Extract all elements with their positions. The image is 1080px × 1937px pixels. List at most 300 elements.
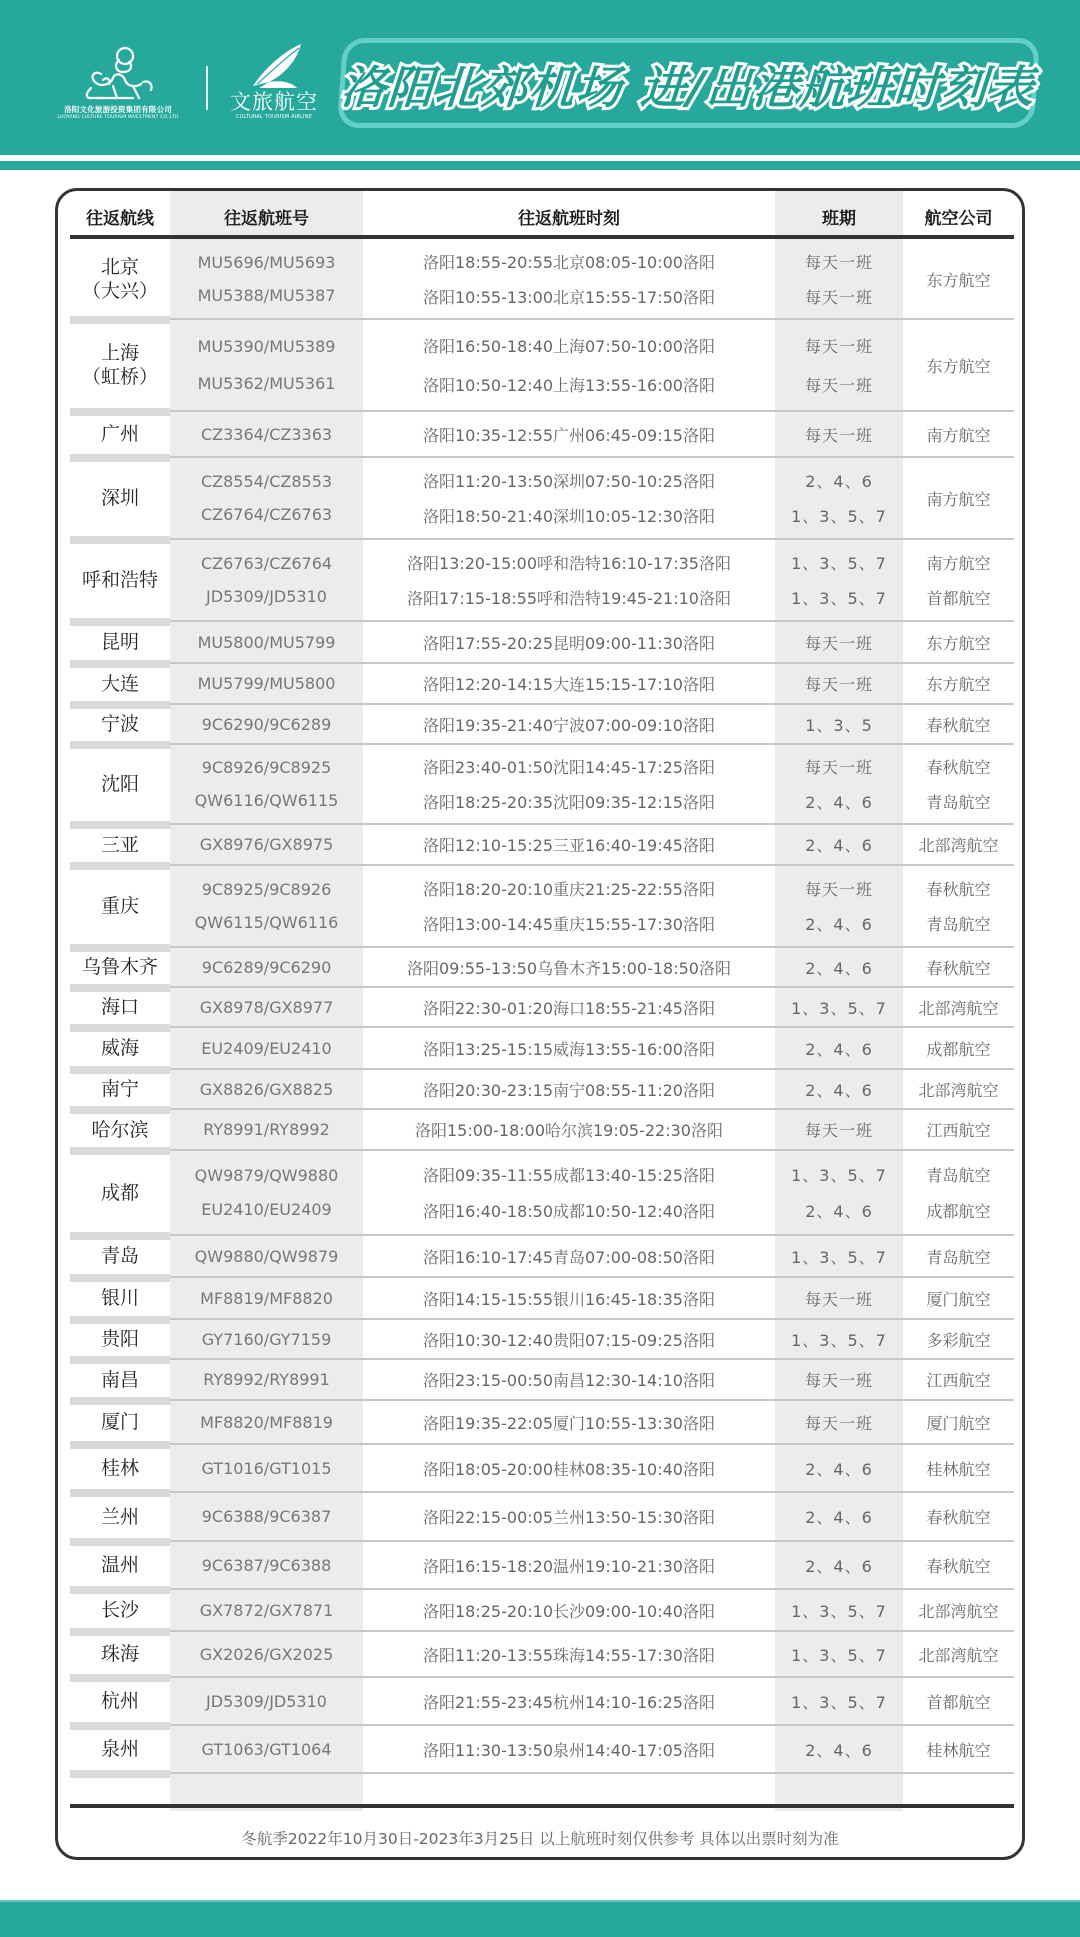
airline-cell [903, 1725, 1014, 1773]
flight-number: GX7872/GX7871 [199, 1600, 334, 1620]
flight-number: EU2410/EU2409 [201, 1200, 332, 1220]
schedule-days: 1、3、5 [805, 715, 873, 735]
route-cell [70, 539, 170, 621]
schedule-days: 每天一班 [804, 337, 873, 357]
flight-number-cell [170, 1235, 363, 1277]
flight-number-cell [170, 1319, 363, 1359]
flight-number: CZ3364/CZ3363 [200, 424, 333, 444]
company-name-cn: 洛阳文化旅游投资集团有限公司 [64, 105, 172, 114]
column-header-flight-times: 往返航班时刻 [518, 209, 620, 229]
route-city: 银川 [100, 1287, 139, 1309]
flight-number: MU5388/MU5387 [197, 286, 336, 305]
flight-number: GY7160/GY7159 [201, 1329, 332, 1349]
schedule-days: 2、4、6 [805, 915, 873, 934]
route-city: 广州 [100, 423, 139, 445]
flight-times-cell [363, 987, 775, 1027]
schedule-cell [775, 1631, 903, 1677]
schedule-days: 每天一班 [804, 425, 873, 445]
flight-number: EU2409/EU2410 [201, 1038, 332, 1058]
airline-name: 桂林航空 [926, 1459, 991, 1479]
column-header-airline: 航空公司 [924, 209, 993, 229]
airline-name: 南方航空 [926, 554, 991, 573]
flight-number: JD5309/JD5310 [206, 1691, 327, 1711]
table-row [58, 1589, 1022, 1631]
route-city: 哈尔滨 [91, 1118, 149, 1141]
flight-times-cell [363, 1492, 775, 1541]
schedule-cell [775, 1069, 903, 1109]
flight-number: MU5696/MU5693 [197, 253, 336, 272]
flight-number-cell [170, 1150, 363, 1235]
flight-number-cell [170, 1109, 363, 1150]
flight-number-cell [170, 1027, 363, 1069]
route-cell [70, 1541, 170, 1589]
flight-times-cell [363, 1400, 775, 1444]
flight-time: 洛阳11:20-13:55珠海14:55-17:30洛阳 [423, 1645, 715, 1665]
flight-number: 9C6387/9C6388 [201, 1555, 332, 1575]
airline-cell [903, 1235, 1014, 1277]
flight-number: MU5799/MU5800 [197, 674, 336, 693]
flight-number: QW9879/QW9880 [194, 1165, 339, 1185]
route-city: 泉州 [100, 1738, 139, 1760]
schedule-days: 1、3、5、7 [791, 1601, 887, 1621]
airline-cell [903, 1069, 1014, 1109]
route-cell [70, 865, 170, 947]
route-cell [70, 319, 170, 411]
airline-name: 南方航空 [926, 425, 991, 445]
flight-times-cell [363, 824, 775, 865]
airline-name: 春秋航空 [926, 758, 991, 778]
route-city: 深圳 [100, 487, 139, 509]
schedule-days: 每天一班 [804, 1289, 873, 1309]
airline-cell [903, 1359, 1014, 1400]
flight-time: 洛阳18:55-20:55北京08:05-10:00洛阳 [423, 253, 715, 273]
flight-time: 洛阳18:20-20:10重庆21:25-22:55洛阳 [423, 880, 715, 899]
flight-time: 洛阳10:55-13:00北京15:55-17:50洛阳 [423, 287, 715, 307]
flight-times-cell [363, 539, 775, 621]
company-name-en: LUOYANG CULTURE TOURISM INVESTMENT CO.,LTD [57, 115, 179, 120]
schedule-cell [775, 1541, 903, 1589]
flight-times-cell [363, 1359, 775, 1400]
title-banner [337, 38, 1040, 128]
flight-times-cell [363, 1235, 775, 1277]
flight-number: GT1016/GT1015 [201, 1458, 332, 1478]
schedule-days: 2、4、6 [805, 472, 873, 491]
schedule-days: 2、4、6 [805, 1080, 873, 1100]
schedule-days: 2、4、6 [805, 958, 873, 978]
schedule-cell [775, 1492, 903, 1541]
airline-name: 北部湾航空 [918, 1601, 999, 1621]
route-cell [70, 1277, 170, 1319]
schedule-cell [775, 947, 903, 987]
airline-name: 东方航空 [926, 675, 991, 694]
airline-name: 东方航空 [926, 356, 991, 376]
flight-number: GX8976/GX8975 [199, 835, 334, 854]
table-row [58, 1400, 1022, 1444]
route-cell [70, 239, 170, 319]
flight-time: 洛阳18:25-20:35沈阳09:35-12:15洛阳 [423, 792, 715, 812]
flight-number: 9C8926/9C8925 [201, 758, 332, 777]
schedule-cell [775, 744, 903, 824]
route-city: 兰州 [100, 1505, 139, 1528]
flight-number-cell [170, 1277, 363, 1319]
flight-time: 洛阳23:40-01:50沈阳14:45-17:25洛阳 [423, 758, 715, 778]
flight-times-cell [363, 1069, 775, 1109]
route-cell [70, 1069, 170, 1109]
airline-cell [903, 457, 1014, 539]
flight-times-cell [363, 947, 775, 987]
route-city: 北京 [100, 256, 139, 278]
flight-times-cell [363, 621, 775, 663]
schedule-days: 每天一班 [804, 375, 873, 395]
route-cell [70, 1400, 170, 1444]
flight-number: 9C8925/9C8926 [201, 879, 332, 899]
flight-times-cell [363, 457, 775, 539]
flight-times-cell [363, 1150, 775, 1235]
route-cell [70, 1725, 170, 1773]
flight-times-cell [363, 744, 775, 824]
schedule-days: 每天一班 [804, 758, 873, 778]
airline-name: 北部湾航空 [918, 1080, 999, 1100]
flight-time: 洛阳15:00-18:00哈尔滨19:05-22:30洛阳 [415, 1121, 723, 1140]
route-cell [70, 621, 170, 663]
route-city: 海口 [100, 996, 139, 1018]
route-city: （大兴） [81, 280, 158, 302]
schedule-days: 1、3、5、7 [791, 589, 887, 608]
flight-time: 洛阳12:10-15:25三亚16:40-19:45洛阳 [423, 836, 715, 855]
route-city: 成都 [100, 1181, 139, 1204]
route-city: 乌鲁木齐 [81, 956, 158, 978]
route-city: 青岛 [100, 1245, 139, 1267]
flight-times-cell [363, 1277, 775, 1319]
schedule-days: 每天一班 [804, 253, 873, 273]
airline-name: 春秋航空 [926, 1556, 991, 1576]
airline-name: 青岛航空 [926, 792, 991, 812]
flight-times-cell [363, 663, 775, 704]
table-row [58, 1235, 1022, 1277]
column-header-route: 往返航线 [86, 209, 154, 229]
schedule-days: 1、3、5、7 [791, 1247, 887, 1267]
table-row [58, 947, 1022, 987]
row-divider [70, 1770, 170, 1778]
route-cell [70, 987, 170, 1027]
route-cell [70, 457, 170, 539]
flight-time: 洛阳12:20-14:15大连15:15-17:10洛阳 [423, 675, 715, 694]
route-city: 昆明 [100, 631, 139, 653]
schedule-days: 每天一班 [804, 675, 873, 694]
schedule-cell [775, 1589, 903, 1631]
airline-name: 成都航空 [926, 1039, 991, 1059]
table-row [58, 239, 1022, 319]
schedule-cell [775, 1235, 903, 1277]
airline-name: 江西航空 [926, 1121, 991, 1140]
table-row [58, 621, 1022, 663]
route-city: 重庆 [100, 895, 139, 917]
flight-time: 洛阳18:05-20:00桂林08:35-10:40洛阳 [423, 1459, 715, 1479]
cultural-tourism-airline-logo [228, 42, 320, 132]
airline-wing-icon [239, 42, 309, 90]
route-city: 沈阳 [100, 773, 139, 795]
schedule-cell [775, 865, 903, 947]
schedule-cell [775, 1027, 903, 1069]
table-row [58, 744, 1022, 824]
airline-cell [903, 621, 1014, 663]
flight-number: MF8819/MF8820 [200, 1288, 333, 1308]
airline-name: 首都航空 [926, 589, 991, 608]
airline-name: 北部湾航空 [918, 836, 999, 855]
flight-time: 洛阳11:30-13:50泉州14:40-17:05洛阳 [423, 1740, 715, 1760]
flight-number-cell [170, 1069, 363, 1109]
flight-number-cell [170, 865, 363, 947]
table-row [58, 1150, 1022, 1235]
flight-time: 洛阳13:20-15:00呼和浩特16:10-17:35洛阳 [407, 554, 731, 573]
flight-number-cell [170, 1677, 363, 1725]
schedule-cell [775, 621, 903, 663]
airline-name: 江西航空 [926, 1371, 991, 1390]
flight-number: 9C6289/9C6290 [201, 957, 332, 977]
route-cell [70, 1589, 170, 1631]
route-city: 三亚 [100, 833, 139, 856]
route-city: 杭州 [100, 1690, 139, 1712]
flight-times-cell [363, 1725, 775, 1773]
flight-number-cell [170, 1541, 363, 1589]
airline-name: 东方航空 [926, 270, 991, 290]
airline-name: 多彩航空 [926, 1330, 991, 1350]
route-city: 呼和浩特 [81, 569, 158, 591]
airline-name: 春秋航空 [926, 958, 991, 978]
airline-cell [903, 1277, 1014, 1319]
flight-number: MU5362/MU5361 [197, 374, 336, 393]
route-cell [70, 1631, 170, 1677]
flight-number-cell [170, 704, 363, 744]
flight-number: QW9880/QW9879 [194, 1246, 339, 1266]
page-title: 洛阳北郊机场 进/出港航班时刻表 [339, 60, 1038, 114]
flight-number-cell [170, 1359, 363, 1400]
schedule-cell [775, 1400, 903, 1444]
flight-number: JD5309/JD5310 [206, 587, 327, 607]
table-row [58, 1109, 1022, 1150]
flight-time: 洛阳14:15-15:55银川16:45-18:35洛阳 [423, 1289, 715, 1309]
schedule-days: 1、3、5、7 [791, 1166, 887, 1185]
flight-number: QW6116/QW6115 [194, 791, 339, 810]
flight-time: 洛阳16:10-17:45青岛07:00-08:50洛阳 [423, 1247, 715, 1267]
airline-cell [903, 1589, 1014, 1631]
schedule-cell [775, 239, 903, 319]
table-row [58, 1677, 1022, 1725]
airline-name: 春秋航空 [926, 1508, 991, 1527]
flight-number: CZ6763/CZ6764 [200, 553, 333, 573]
flight-number: CZ6764/CZ6763 [200, 505, 333, 525]
flight-number: RY8991/RY8992 [203, 1120, 330, 1139]
flight-number: RY8992/RY8991 [203, 1370, 330, 1389]
airline-name: 厦门航空 [926, 1289, 991, 1309]
flight-times-cell [363, 1319, 775, 1359]
airline-cell [903, 1150, 1014, 1235]
flight-number-cell [170, 1631, 363, 1677]
luoyang-culture-tourism-logo [48, 44, 188, 128]
flight-time: 洛阳10:30-12:40贵阳07:15-09:25洛阳 [423, 1330, 715, 1350]
schedule-days: 每天一班 [804, 633, 873, 653]
flight-number: 9C6388/9C6387 [201, 1507, 332, 1526]
airline-name: 春秋航空 [926, 880, 991, 899]
table-row [58, 1027, 1022, 1069]
route-city: 桂林 [100, 1457, 139, 1479]
airline-cell [903, 319, 1014, 411]
table-row [58, 824, 1022, 865]
flight-times-cell [363, 411, 775, 457]
flight-number-cell [170, 1589, 363, 1631]
airline-name-en: CULTURAL TOURISM AIRLINE [235, 114, 313, 120]
airline-cell [903, 411, 1014, 457]
flight-number-cell [170, 1492, 363, 1541]
route-cell [70, 1150, 170, 1235]
schedule-days: 2、4、6 [805, 792, 873, 812]
schedule-days: 2、4、6 [805, 1459, 873, 1479]
table-row [58, 1725, 1022, 1773]
table-row [58, 1069, 1022, 1109]
airline-cell [903, 704, 1014, 744]
airline-cell [903, 824, 1014, 865]
schedule-days: 每天一班 [804, 1371, 873, 1390]
schedule-cell [775, 704, 903, 744]
flight-times-cell [363, 1589, 775, 1631]
schedule-days: 每天一班 [804, 880, 873, 899]
route-cell [70, 704, 170, 744]
flight-number: MF8820/MF8819 [200, 1412, 333, 1432]
flight-time: 洛阳17:15-18:55呼和浩特19:45-21:10洛阳 [407, 589, 731, 608]
flight-number: GT1063/GT1064 [201, 1739, 332, 1759]
schedule-days: 1、3、5、7 [791, 1330, 887, 1350]
flight-time: 洛阳16:50-18:40上海07:50-10:00洛阳 [423, 337, 715, 357]
footer-banner [0, 1900, 1080, 1937]
route-city: 长沙 [100, 1599, 139, 1621]
lion-mascot-icon [73, 44, 163, 102]
airline-cell [903, 947, 1014, 987]
flight-time: 洛阳13:25-15:15威海13:55-16:00洛阳 [423, 1039, 715, 1059]
flight-time: 洛阳18:50-21:40深圳10:05-12:30洛阳 [423, 507, 715, 526]
route-cell [70, 411, 170, 457]
schedule-days: 1、3、5、7 [791, 1645, 887, 1665]
table-row [58, 1492, 1022, 1541]
schedule-days: 2、4、6 [805, 836, 873, 855]
flight-number-cell [170, 744, 363, 824]
flight-number-cell [170, 457, 363, 539]
schedule-days: 2、4、6 [805, 1202, 873, 1221]
column-header-flight-number: 往返航班号 [224, 209, 309, 229]
airline-cell [903, 663, 1014, 704]
flight-times-cell [363, 239, 775, 319]
schedule-days: 1、3、5、7 [791, 507, 887, 526]
table-row [58, 319, 1022, 411]
airline-name: 北部湾航空 [918, 1645, 999, 1665]
table-row [58, 1541, 1022, 1589]
schedule-cell [775, 824, 903, 865]
airline-name: 东方航空 [926, 633, 991, 653]
flight-number-cell [170, 663, 363, 704]
airline-cell [903, 744, 1014, 824]
row-divider [170, 1772, 1014, 1774]
schedule-days: 2、4、6 [805, 1039, 873, 1059]
airline-cell [903, 1444, 1014, 1492]
airline-cell [903, 1492, 1014, 1541]
flight-times-cell [363, 704, 775, 744]
table-row [58, 865, 1022, 947]
route-city: 贵阳 [100, 1328, 139, 1350]
table-row [58, 663, 1022, 704]
flight-time: 洛阳10:35-12:55广州06:45-09:15洛阳 [423, 425, 715, 445]
table-row [58, 1359, 1022, 1400]
airline-name: 桂林航空 [926, 1740, 991, 1760]
schedule-cell [775, 1677, 903, 1725]
flight-number: MU5800/MU5799 [197, 632, 336, 652]
flight-time: 洛阳10:50-12:40上海13:55-16:00洛阳 [423, 375, 715, 395]
airline-name-cn: 文旅航空 [230, 90, 318, 114]
schedule-cell [775, 987, 903, 1027]
route-city: 厦门 [100, 1411, 139, 1433]
flight-number: CZ8554/CZ8553 [200, 471, 333, 491]
route-city: 珠海 [100, 1643, 139, 1665]
route-cell [70, 1235, 170, 1277]
flight-times-cell [363, 1631, 775, 1677]
schedule-days: 每天一班 [804, 287, 873, 307]
airline-name: 青岛航空 [926, 1247, 991, 1267]
route-city: 上海 [100, 342, 139, 364]
flight-time: 洛阳18:25-20:10长沙09:00-10:40洛阳 [423, 1601, 715, 1621]
schedule-cell [775, 539, 903, 621]
flight-number: GX8826/GX8825 [199, 1079, 334, 1099]
airline-cell [903, 239, 1014, 319]
table-row [58, 1277, 1022, 1319]
route-cell [70, 1492, 170, 1541]
flight-time: 洛阳11:20-13:50深圳07:50-10:25洛阳 [423, 472, 715, 491]
flight-number: GX2026/GX2025 [199, 1644, 334, 1664]
flight-time: 洛阳20:30-23:15南宁08:55-11:20洛阳 [423, 1080, 715, 1100]
schedule-days: 2、4、6 [805, 1740, 873, 1760]
airline-cell [903, 539, 1014, 621]
flight-number: 9C6290/9C6289 [201, 714, 332, 734]
route-cell [70, 1319, 170, 1359]
flight-time: 洛阳19:35-22:05厦门10:55-13:30洛阳 [423, 1413, 715, 1433]
flight-time: 洛阳16:15-18:20温州19:10-21:30洛阳 [423, 1556, 715, 1576]
flight-number-cell [170, 1444, 363, 1492]
route-cell [70, 1677, 170, 1725]
flight-number-cell [170, 1725, 363, 1773]
route-city: 威海 [100, 1037, 139, 1059]
schedule-cell [775, 1725, 903, 1773]
flight-number-cell [170, 947, 363, 987]
schedule-days: 1、3、5、7 [791, 998, 887, 1018]
flight-time: 洛阳21:55-23:45杭州14:10-16:25洛阳 [423, 1692, 715, 1712]
table-row [58, 1631, 1022, 1677]
flight-times-cell [363, 319, 775, 411]
flight-time: 洛阳22:30-01:20海口18:55-21:45洛阳 [423, 998, 715, 1018]
airline-cell [903, 987, 1014, 1027]
route-cell [70, 824, 170, 865]
route-city: 温州 [100, 1554, 139, 1576]
route-cell [70, 1444, 170, 1492]
route-cell [70, 744, 170, 824]
flight-number-cell [170, 987, 363, 1027]
schedule-cell [775, 663, 903, 704]
airline-name: 青岛航空 [926, 915, 991, 934]
flight-time: 洛阳19:35-21:40宁波07:00-09:10洛阳 [423, 715, 715, 735]
flight-time: 洛阳22:15-00:05兰州13:50-15:30洛阳 [423, 1508, 715, 1527]
schedule-cell [775, 319, 903, 411]
schedule-days: 2、4、6 [805, 1556, 873, 1576]
flight-time: 洛阳17:55-20:25昆明09:00-11:30洛阳 [423, 633, 715, 653]
schedule-cell [775, 1150, 903, 1235]
schedule-cell [775, 457, 903, 539]
schedule-cell [775, 1109, 903, 1150]
